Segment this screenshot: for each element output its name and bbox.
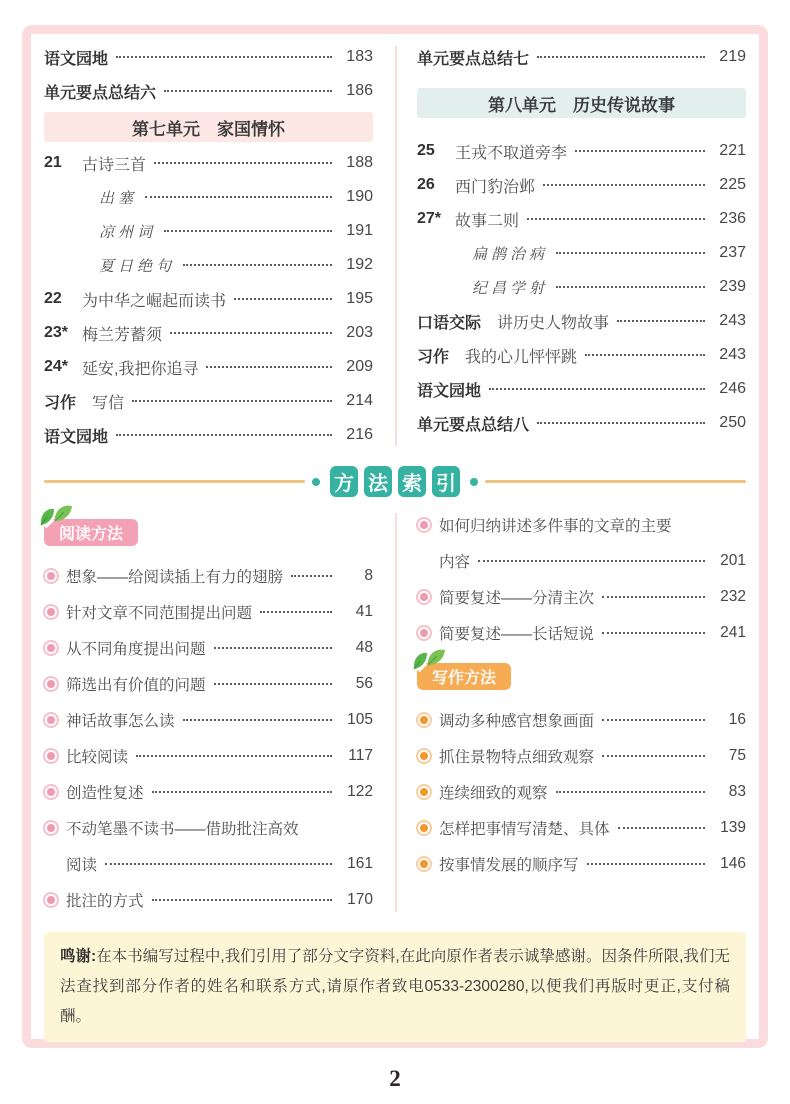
page-ref: 243	[719, 312, 746, 329]
page-ref: 191	[346, 222, 373, 239]
page-ref: 195	[346, 290, 373, 307]
activity-type-label: 习作	[44, 394, 77, 412]
method-item-body	[439, 774, 746, 810]
dot-leader	[556, 252, 705, 254]
bullet-icon	[47, 644, 55, 652]
unit-header	[417, 88, 746, 118]
toc-row	[44, 214, 373, 248]
toc-item-title: 纪昌学射	[472, 280, 549, 297]
dot-leader	[575, 150, 705, 152]
page-ref: 219	[719, 48, 746, 65]
leaf-icon	[408, 647, 454, 674]
method-item-body	[66, 810, 373, 882]
teal-dot-icon	[312, 478, 320, 486]
writing-methods-badge	[417, 663, 511, 690]
method-item-body	[66, 774, 373, 810]
toc-row	[417, 236, 746, 270]
page-ref: 83	[728, 783, 746, 800]
column-divider-line	[395, 513, 397, 912]
page-ref: 225	[719, 176, 746, 193]
unit-header	[44, 112, 373, 142]
bullet-icon	[420, 860, 428, 868]
method-item-text-line2	[439, 543, 746, 579]
method-item-line	[66, 738, 373, 774]
reading-methods-badge-label: 阅读方法	[59, 526, 124, 543]
dot-leader	[537, 56, 705, 58]
method-item-line	[66, 702, 373, 738]
method-item-line	[66, 594, 373, 630]
page-number: 2	[389, 1066, 401, 1091]
lesson-number: 25	[417, 142, 435, 159]
dot-leader	[152, 791, 332, 793]
method-item-text: 阅读	[66, 857, 98, 874]
toc-item-title: 西门豹治邺	[455, 178, 536, 196]
toc-row	[417, 406, 746, 440]
dot-leader	[214, 683, 332, 685]
method-item-text: 神话故事怎么读	[66, 713, 175, 730]
reading-method-list-continued	[417, 507, 746, 651]
lesson-number: 26	[417, 176, 435, 193]
dot-leader	[291, 575, 332, 577]
method-item	[417, 846, 746, 882]
dot-leader	[556, 791, 705, 793]
dot-leader	[556, 286, 705, 288]
toc-item-title: 我的心儿怦怦跳	[465, 348, 578, 366]
method-item	[417, 738, 746, 774]
activity-type-label: 习作	[417, 348, 450, 366]
reading-method-list	[44, 558, 373, 918]
dot-leader	[170, 332, 332, 334]
method-item	[417, 507, 746, 579]
method-item-line	[439, 846, 746, 882]
dot-leader	[260, 611, 332, 613]
method-item	[44, 882, 373, 918]
toc-item-title: 语文园地	[417, 382, 482, 400]
method-item-text: 调动多种感官想象画面	[439, 713, 595, 730]
dot-leader	[527, 218, 705, 220]
method-item-text: 从不同角度提出问题	[66, 641, 206, 658]
toc-row	[44, 316, 373, 350]
dot-leader	[154, 162, 332, 164]
writing-method-list	[417, 702, 746, 882]
toc-row	[417, 338, 746, 372]
page-ref: 250	[719, 414, 746, 431]
dot-leader	[132, 400, 332, 402]
toc-item-title: 单元要点总结七	[417, 50, 530, 68]
page-ref: 236	[719, 210, 746, 227]
page-content	[31, 34, 759, 1039]
dot-leader	[602, 596, 705, 598]
unit-header-label: 第七单元 家国情怀	[132, 119, 285, 139]
page-ref: 203	[346, 324, 373, 341]
page-ref: 146	[720, 855, 746, 872]
method-item	[44, 666, 373, 702]
page-ref: 122	[347, 783, 373, 800]
dot-leader	[234, 298, 332, 300]
method-item-line	[66, 666, 373, 702]
method-item	[417, 615, 746, 651]
dot-leader	[617, 320, 705, 322]
page-ref: 216	[346, 426, 373, 443]
method-item-body	[66, 738, 373, 774]
method-item	[417, 810, 746, 846]
dot-leader	[152, 899, 332, 901]
page-ref: 237	[719, 244, 746, 261]
method-item-text-line2	[66, 846, 373, 882]
dot-leader	[618, 827, 705, 829]
bullet-icon	[47, 896, 55, 904]
page-ref: 209	[346, 358, 373, 375]
method-item-text: 创造性复述	[66, 785, 144, 802]
page-ref: 232	[720, 588, 746, 605]
page-ref: 56	[355, 675, 373, 692]
lesson-number: 23*	[44, 324, 69, 341]
method-index-title-char: 法	[364, 466, 392, 497]
page-ref: 48	[355, 639, 373, 656]
toc-row	[44, 40, 373, 74]
method-item	[44, 630, 373, 666]
method-item-body	[66, 594, 373, 630]
method-item-body	[66, 882, 373, 918]
method-item-body	[66, 702, 373, 738]
page-ref: 190	[346, 188, 373, 205]
bullet-icon	[47, 572, 55, 580]
method-item-text: 批注的方式	[66, 893, 144, 910]
dot-leader	[587, 863, 705, 865]
toc-row	[417, 372, 746, 406]
bullet-icon	[47, 788, 55, 796]
toc-row	[417, 202, 746, 236]
method-item-body	[439, 738, 746, 774]
method-item-text: 比较阅读	[66, 749, 129, 766]
bullet-icon	[47, 716, 55, 724]
toc-item-title: 梅兰芳蓄须	[82, 326, 163, 344]
method-item-line	[439, 615, 746, 651]
method-item-text: 想象——给阅读插上有力的翅膀	[66, 569, 284, 586]
page-ref: 201	[720, 552, 746, 569]
dot-leader	[602, 632, 705, 634]
method-item	[44, 810, 373, 882]
method-item-text: 简要复述——长话短说	[439, 626, 595, 643]
toc-item-title: 单元要点总结六	[44, 84, 157, 102]
lesson-number: 24*	[44, 358, 69, 375]
toc-item-title: 写信	[92, 394, 125, 412]
method-item-text: 抓住景物特点细致观察	[439, 749, 595, 766]
method-item	[417, 702, 746, 738]
gold-divider-line	[44, 480, 305, 483]
writing-methods-badge-label: 写作方法	[432, 670, 497, 687]
method-item-body	[439, 615, 746, 651]
pink-page-frame	[22, 25, 768, 1048]
method-item-text: 针对文章不同范围提出问题	[66, 605, 253, 622]
method-column-left	[44, 507, 373, 918]
bullet-icon	[420, 716, 428, 724]
toc-item-title: 延安,我把你追寻	[82, 360, 199, 378]
dot-leader	[183, 719, 332, 721]
toc-item-title: 凉州词	[99, 224, 157, 241]
method-item-text: 简要复述——分清主次	[439, 590, 595, 607]
method-item-text: 连续细致的观察	[439, 785, 548, 802]
bullet-icon	[420, 593, 428, 601]
bullet-icon	[420, 521, 428, 529]
toc-row	[417, 40, 746, 74]
page-ref: 139	[720, 819, 746, 836]
lesson-number: 27*	[417, 210, 442, 227]
bullet-icon	[47, 608, 55, 616]
toc-item-title: 王戎不取道旁李	[455, 144, 568, 162]
toc-item-title: 夏日绝句	[99, 258, 176, 275]
bullet-icon	[47, 824, 55, 832]
toc-row	[44, 74, 373, 108]
toc-item-title: 讲历史人物故事	[497, 314, 610, 332]
page-ref: 186	[346, 82, 373, 99]
page-ref: 246	[719, 380, 746, 397]
toc-item-title: 古诗三首	[82, 156, 147, 174]
unit-header-label: 第八单元 历史传说故事	[488, 95, 675, 115]
bullet-icon	[420, 629, 428, 637]
method-item-text: 内容	[439, 554, 471, 571]
toc-item-title: 为中华之崛起而读书	[82, 292, 227, 310]
toc-section	[44, 40, 746, 452]
method-item	[44, 738, 373, 774]
page-ref: 170	[347, 891, 373, 908]
method-item-text: 按事情发展的顺序写	[439, 857, 579, 874]
reading-methods-badge	[44, 519, 138, 546]
toc-row	[44, 146, 373, 180]
method-item-line	[439, 738, 746, 774]
dot-leader	[183, 264, 332, 266]
method-item-text: 怎样把事情写清楚、具体	[439, 821, 610, 838]
page-ref: 183	[346, 48, 373, 65]
toc-row	[44, 180, 373, 214]
method-item-body	[66, 666, 373, 702]
method-item-text: 筛选出有价值的问题	[66, 677, 206, 694]
method-item-text: 不动笔墨不读书——借助批注高效	[66, 821, 299, 838]
dot-leader	[116, 56, 332, 58]
toc-row	[417, 304, 746, 338]
toc-row	[417, 270, 746, 304]
acknowledgment-box	[44, 932, 746, 1042]
method-item-body	[66, 558, 373, 594]
toc-row	[44, 248, 373, 282]
bullet-icon	[420, 824, 428, 832]
page-ref: 117	[348, 747, 373, 764]
dot-leader	[602, 755, 705, 757]
page-ref: 214	[346, 392, 373, 409]
method-item-body	[439, 810, 746, 846]
method-item-body	[439, 702, 746, 738]
page-ref: 105	[347, 711, 373, 728]
toc-row	[44, 384, 373, 418]
activity-type-label: 口语交际	[417, 314, 482, 332]
method-index-title-char: 引	[432, 466, 460, 497]
page-ref: 241	[720, 624, 746, 641]
page-ref: 41	[355, 603, 373, 620]
lesson-number: 22	[44, 290, 62, 307]
page-ref: 239	[719, 278, 746, 295]
method-index-section	[44, 507, 746, 918]
bullet-icon	[47, 752, 55, 760]
method-item-line	[439, 810, 746, 846]
teal-dot-icon	[470, 478, 478, 486]
page-ref: 8	[364, 567, 373, 584]
toc-item-title: 语文园地	[44, 428, 109, 446]
bullet-icon	[420, 788, 428, 796]
lesson-number: 21	[44, 154, 62, 171]
page-ref: 221	[719, 142, 746, 159]
bullet-icon	[47, 680, 55, 688]
toc-item-title: 单元要点总结八	[417, 416, 530, 434]
dot-leader	[489, 388, 705, 390]
bullet-icon	[420, 752, 428, 760]
dot-leader	[543, 184, 705, 186]
toc-row	[44, 282, 373, 316]
method-item-line	[439, 774, 746, 810]
toc-row	[417, 168, 746, 202]
method-item-line	[439, 702, 746, 738]
method-item	[44, 774, 373, 810]
method-index-title-char: 方	[330, 466, 358, 497]
method-item-body	[439, 507, 746, 579]
toc-row	[44, 350, 373, 384]
toc-column-right	[417, 40, 746, 452]
dot-leader	[585, 354, 705, 356]
dot-leader	[105, 863, 332, 865]
method-index-title-divider	[44, 466, 746, 497]
method-item	[417, 579, 746, 615]
acknowledgment-label: 鸣谢:	[60, 948, 97, 965]
method-item-line	[439, 579, 746, 615]
toc-item-title: 扁鹊治病	[472, 246, 549, 263]
method-column-right	[417, 507, 746, 918]
method-item	[44, 702, 373, 738]
toc-row	[44, 418, 373, 452]
method-item-line	[66, 558, 373, 594]
dot-leader	[164, 230, 332, 232]
method-item	[44, 558, 373, 594]
page-ref: 192	[346, 256, 373, 273]
dot-leader	[206, 366, 332, 368]
gold-divider-line	[485, 480, 746, 483]
acknowledgment-text: 在本书编写过程中,我们引用了部分文字资料,在此向原作者表示诚挚感谢。因条件所限,我们无法查找到部分作者的姓名和联系方式,请原作者致电0533-2300280,以便我们再版时更正,支付稿酬。	[60, 948, 730, 1025]
page-ref: 75	[728, 747, 746, 764]
method-item-line	[66, 882, 373, 918]
page-ref: 161	[347, 855, 373, 872]
toc-row	[417, 134, 746, 168]
method-item	[417, 774, 746, 810]
dot-leader	[478, 560, 705, 562]
method-index-title	[327, 466, 463, 497]
toc-item-title: 语文园地	[44, 50, 109, 68]
method-item-line	[66, 630, 373, 666]
dot-leader	[214, 647, 332, 649]
column-divider-line	[395, 46, 397, 446]
method-item-body	[439, 579, 746, 615]
method-item-body	[439, 846, 746, 882]
dot-leader	[136, 755, 332, 757]
method-item	[44, 594, 373, 630]
method-index-title-char: 索	[398, 466, 426, 497]
leaf-icon	[35, 503, 81, 530]
page-ref: 16	[728, 711, 746, 728]
dot-leader	[145, 196, 332, 198]
method-item-body	[66, 630, 373, 666]
toc-column-left	[44, 40, 373, 452]
dot-leader	[602, 719, 705, 721]
page-ref: 188	[346, 154, 373, 171]
page-ref: 243	[719, 346, 746, 363]
method-item-text: 如何归纳讲述多件事的文章的主要	[439, 518, 672, 535]
dot-leader	[537, 422, 705, 424]
dot-leader	[164, 90, 332, 92]
method-item-line	[66, 774, 373, 810]
toc-item-title: 故事二则	[455, 212, 520, 230]
toc-item-title: 出塞	[99, 190, 138, 207]
dot-leader	[116, 434, 332, 436]
